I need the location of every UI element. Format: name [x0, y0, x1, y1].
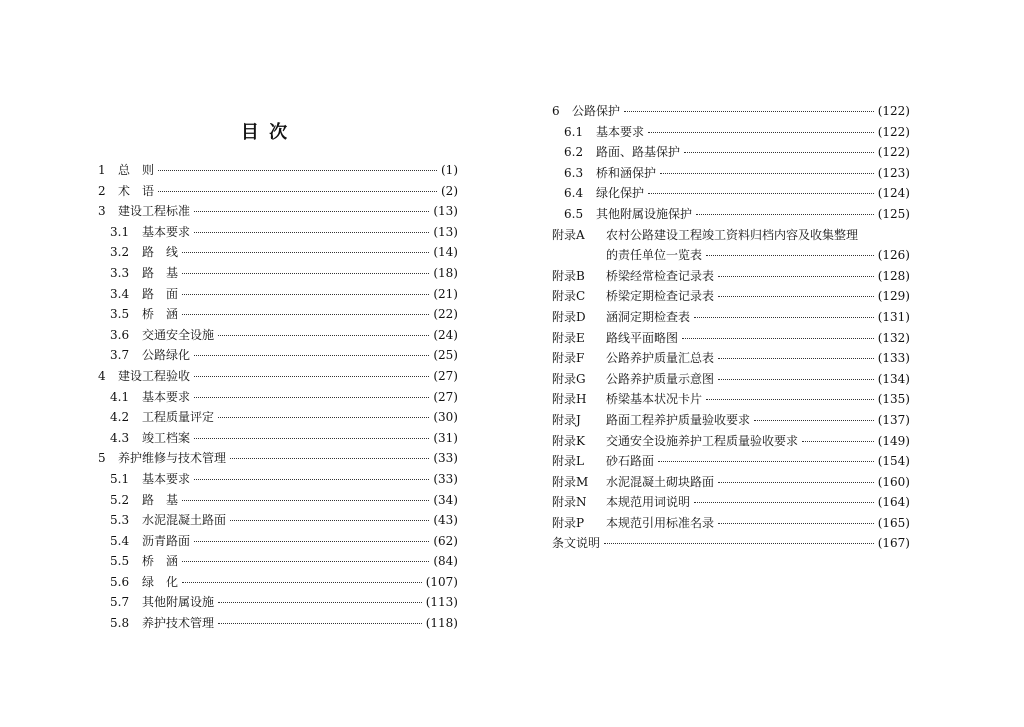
toc-entry-page: (27)	[433, 389, 458, 404]
toc-entry-number: 附录B	[552, 268, 585, 283]
toc-entry[interactable]	[98, 263, 458, 284]
toc-entry-page: (134)	[877, 371, 910, 386]
toc-entry-title: 路面工程养护质量验收要求	[606, 412, 751, 427]
toc-entry-page: (2)	[441, 183, 458, 198]
toc-entry-number: 附录J	[552, 412, 581, 427]
toc-entry-number: 3.4	[110, 286, 130, 301]
toc-entry[interactable]	[98, 345, 458, 366]
toc-entry-title: 砂石路面	[606, 454, 655, 469]
toc-entry-number: 1	[98, 163, 106, 177]
dot-leader	[660, 173, 874, 174]
toc-entry-page: (31)	[433, 430, 458, 445]
toc-entry-title: 绿 化	[142, 574, 179, 589]
toc-entry-title: 的责任单位一览表	[606, 248, 703, 263]
toc-entry-number: 4.1	[110, 389, 130, 404]
toc-entry-number: 附录A	[552, 227, 585, 242]
toc-entry-title: 本规范引用标准名录	[606, 515, 715, 530]
toc-entry-title: 路 面	[142, 286, 179, 301]
toc-entry-title: 基本要求	[596, 124, 645, 139]
toc-right-column	[552, 101, 910, 554]
dot-leader	[182, 500, 429, 501]
toc-entry-title: 桥梁经常检查记录表	[606, 268, 715, 283]
toc-entry[interactable]	[552, 245, 910, 266]
toc-entry-number: 6.1	[564, 124, 584, 139]
toc-entry-number: 附录L	[552, 454, 584, 469]
dot-leader	[658, 461, 874, 462]
toc-entry-number: 5.3	[110, 513, 130, 528]
toc-entry-number: 附录M	[552, 474, 589, 489]
toc-left-column	[98, 160, 458, 634]
toc-entry[interactable]	[98, 613, 458, 634]
toc-entry-page: (30)	[433, 410, 458, 425]
toc-entry[interactable]	[98, 284, 458, 305]
toc-entry[interactable]	[98, 304, 458, 325]
toc-entry-number: 6.3	[564, 165, 584, 180]
toc-entry-page: (160)	[877, 474, 910, 489]
toc-entry[interactable]	[552, 204, 910, 225]
toc-entry-number: 4.2	[110, 410, 130, 425]
dot-leader	[718, 523, 874, 524]
toc-entry-number: 附录P	[552, 515, 585, 530]
toc-entry[interactable]	[552, 183, 910, 204]
dot-leader	[754, 420, 874, 421]
toc-entry[interactable]	[98, 387, 458, 408]
toc-entry[interactable]	[552, 472, 910, 493]
toc-entry-page: (133)	[877, 351, 910, 366]
dot-leader	[194, 211, 429, 212]
dot-leader	[218, 417, 429, 418]
toc-entry-title: 路线平面略图	[606, 330, 679, 345]
toc-entry-title: 路 基	[142, 492, 179, 507]
toc-entry-title: 其他附属设施	[142, 595, 215, 610]
toc-entry-page: (165)	[877, 515, 910, 530]
toc-entry-page: (21)	[433, 286, 458, 301]
toc-entry-number: 附录F	[552, 351, 585, 366]
toc-entry-number: 4	[98, 368, 106, 383]
toc-entry[interactable]	[98, 592, 458, 613]
toc-entry-page: (126)	[877, 248, 910, 263]
toc-entry-title: 公路养护质量汇总表	[606, 351, 715, 366]
toc-entry-page: (154)	[877, 454, 910, 469]
toc-entry-title: 沥青路面	[142, 533, 191, 548]
toc-entry[interactable]	[552, 533, 910, 554]
toc-entry-title: 桥和涵保护	[596, 165, 657, 180]
dot-leader	[182, 294, 429, 295]
toc-entry-number: 5.7	[110, 595, 130, 610]
toc-entry[interactable]	[552, 122, 910, 143]
dot-leader	[718, 482, 874, 483]
dot-leader	[218, 623, 422, 624]
toc-entry-page: (124)	[877, 186, 910, 201]
toc-entry[interactable]	[552, 328, 910, 349]
toc-entry-page: (164)	[877, 495, 910, 510]
toc-entry[interactable]	[98, 469, 458, 490]
toc-entry-title: 术 语	[118, 183, 155, 198]
toc-entry-page: (62)	[433, 533, 458, 548]
toc-entry[interactable]	[98, 366, 458, 387]
toc-entry[interactable]	[552, 142, 910, 163]
toc-entry-number: 3.7	[110, 348, 130, 363]
toc-entry-title: 总 则	[118, 163, 155, 177]
toc-entry-number: 5.4	[110, 533, 130, 548]
toc-entry-page: (132)	[877, 330, 910, 345]
toc-entry[interactable]	[98, 160, 458, 181]
dot-leader	[624, 111, 874, 112]
toc-entry-number: 6	[552, 104, 560, 118]
toc-entry-page: (43)	[433, 513, 458, 528]
toc-entry[interactable]	[98, 325, 458, 346]
toc-entry[interactable]	[552, 410, 910, 431]
toc-entry[interactable]	[98, 551, 458, 572]
dot-leader	[194, 376, 429, 377]
toc-entry-page: (84)	[433, 554, 458, 569]
dot-leader	[182, 314, 429, 315]
toc-entry-page: (18)	[433, 265, 458, 280]
toc-entry[interactable]	[98, 510, 458, 531]
dot-leader	[718, 379, 874, 380]
toc-entry-title: 工程质量评定	[142, 410, 215, 425]
dot-leader	[802, 441, 874, 442]
toc-entry-page: (1)	[441, 163, 458, 177]
toc-entry[interactable]	[98, 572, 458, 593]
toc-entry-page: (107)	[425, 574, 458, 589]
toc-entry-page: (13)	[433, 204, 458, 219]
toc-entry-number: 5.8	[110, 616, 130, 631]
toc-entry-title: 公路保护	[572, 104, 621, 118]
toc-entry-page: (14)	[433, 245, 458, 260]
toc-entry-number: 3.3	[110, 265, 130, 280]
dot-leader	[158, 191, 437, 192]
toc-entry-title: 基本要求	[142, 224, 191, 239]
toc-entry[interactable]	[552, 492, 910, 513]
page-title: 目 次	[240, 122, 290, 143]
dot-leader	[682, 338, 874, 339]
dot-leader	[684, 152, 874, 153]
toc-entry-title: 路 基	[142, 265, 179, 280]
toc-entry-title: 条文说明	[552, 536, 601, 551]
toc-entry-title: 公路绿化	[142, 348, 191, 363]
toc-entry-title: 水泥混凝土路面	[142, 513, 227, 528]
dot-leader	[182, 273, 429, 274]
toc-entry-title: 建设工程标准	[118, 204, 191, 219]
dot-leader	[696, 214, 874, 215]
toc-entry[interactable]	[552, 307, 910, 328]
toc-entry-number: 6.4	[564, 186, 584, 201]
dot-leader	[694, 502, 874, 503]
toc-entry-page: (129)	[877, 289, 910, 304]
toc-entry-number: 3.1	[110, 224, 130, 239]
dot-leader	[230, 520, 429, 521]
toc-entry[interactable]	[98, 490, 458, 511]
dot-leader	[706, 399, 874, 400]
dot-leader	[718, 276, 874, 277]
toc-entry-number: 5.2	[110, 492, 130, 507]
toc-entry-number: 附录N	[552, 495, 587, 510]
toc-entry-title: 桥 涵	[142, 307, 179, 322]
toc-entry-number: 3.5	[110, 307, 130, 322]
toc-entry-number: 附录C	[552, 289, 586, 304]
toc-entry-page: (34)	[433, 492, 458, 507]
toc-entry[interactable]	[98, 242, 458, 263]
toc-entry-number: 3.2	[110, 245, 130, 260]
toc-entry-page: (123)	[877, 165, 910, 180]
toc-entry-number: 附录K	[552, 433, 585, 448]
dot-leader	[706, 255, 874, 256]
toc-entry-page: (131)	[877, 309, 910, 324]
dot-leader	[230, 458, 429, 459]
toc-entry-number: 5.5	[110, 554, 130, 569]
toc-entry-title: 路 线	[142, 245, 179, 260]
toc-entry-page: (25)	[433, 348, 458, 363]
dot-leader	[648, 193, 874, 194]
dot-leader	[194, 541, 429, 542]
toc-entry-number: 附录G	[552, 371, 586, 386]
toc-entry-page: (122)	[877, 145, 910, 160]
dot-leader	[194, 355, 429, 356]
toc-entry-page: (137)	[877, 412, 910, 427]
toc-entry-title: 路面、路基保护	[596, 145, 681, 160]
toc-entry-page: (125)	[877, 206, 910, 221]
toc-entry-page: (135)	[877, 392, 910, 407]
dot-leader	[694, 317, 874, 318]
dot-leader	[182, 252, 429, 253]
toc-entry[interactable]	[552, 101, 910, 122]
dot-leader	[648, 132, 874, 133]
toc-entry-page: (122)	[877, 124, 910, 139]
toc-entry[interactable]	[98, 201, 458, 222]
toc-entry-page: (128)	[877, 268, 910, 283]
toc-entry-page: (113)	[425, 595, 458, 610]
toc-entry-title: 公路养护质量示意图	[606, 371, 715, 386]
toc-entry[interactable]	[552, 163, 910, 184]
dot-leader	[194, 479, 429, 480]
toc-entry[interactable]	[552, 348, 910, 369]
toc-entry-title: 养护技术管理	[142, 616, 215, 631]
toc-entry-number: 附录D	[552, 309, 586, 324]
toc-entry-title: 本规范用词说明	[606, 495, 691, 510]
toc-entry-title: 基本要求	[142, 389, 191, 404]
toc-entry-number: 2	[98, 183, 106, 198]
toc-entry-title: 基本要求	[142, 471, 191, 486]
toc-entry-number: 4.3	[110, 430, 130, 445]
toc-entry-number: 5.1	[110, 471, 130, 486]
toc-entry-title: 桥梁基本状况卡片	[606, 392, 703, 407]
toc-entry-page: (118)	[425, 616, 458, 631]
toc-entry-page: (149)	[877, 433, 910, 448]
toc-entry-title: 桥 涵	[142, 554, 179, 569]
toc-entry-title: 涵洞定期检查表	[606, 309, 691, 324]
toc-entry-page: (33)	[433, 451, 458, 466]
toc-entry-page: (167)	[877, 536, 910, 551]
toc-entry-number: 6.2	[564, 145, 584, 160]
toc-entry[interactable]	[98, 428, 458, 449]
toc-entry[interactable]	[98, 407, 458, 428]
toc-entry[interactable]	[98, 448, 458, 469]
toc-entry-title: 绿化保护	[596, 186, 645, 201]
toc-entry-number: 附录H	[552, 392, 587, 407]
toc-entry[interactable]	[98, 531, 458, 552]
toc-entry-page: (24)	[433, 327, 458, 342]
toc-entry[interactable]	[552, 369, 910, 390]
toc-entry-title: 水泥混凝土砌块路面	[606, 474, 715, 489]
toc-entry-number: 5	[98, 451, 106, 466]
toc-entry-number: 5.6	[110, 574, 130, 589]
dot-leader	[718, 296, 874, 297]
toc-entry-number: 附录E	[552, 330, 585, 345]
toc-entry-page: (33)	[433, 471, 458, 486]
toc-entry[interactable]	[552, 513, 910, 534]
toc-entry-title: 其他附属设施保护	[596, 206, 693, 221]
toc-entry-page: (122)	[877, 104, 910, 118]
toc-entry[interactable]	[552, 431, 910, 452]
dot-leader	[182, 582, 422, 583]
toc-entry-page: (27)	[433, 368, 458, 383]
dot-leader	[194, 232, 429, 233]
toc-entry-page: (13)	[433, 224, 458, 239]
toc-entry-number: 6.5	[564, 206, 584, 221]
toc-entry-number: 3.6	[110, 327, 130, 342]
dot-leader	[158, 170, 437, 171]
toc-entry-title: 交通安全设施	[142, 327, 215, 342]
toc-entry-page: (22)	[433, 307, 458, 322]
toc-entry-title: 农村公路建设工程竣工资料归档内容及收集整理	[606, 227, 859, 242]
toc-entry[interactable]	[98, 181, 458, 202]
dot-leader	[194, 397, 429, 398]
dot-leader	[182, 561, 429, 562]
dot-leader	[218, 335, 429, 336]
toc-entry-number: 3	[98, 204, 106, 219]
toc-entry[interactable]	[552, 225, 910, 246]
toc-entry-title: 桥梁定期检查记录表	[606, 289, 715, 304]
toc-entry[interactable]	[552, 286, 910, 307]
toc-entry[interactable]	[552, 266, 910, 287]
dot-leader	[194, 438, 429, 439]
toc-entry[interactable]	[552, 451, 910, 472]
toc-entry-title: 交通安全设施养护工程质量验收要求	[606, 433, 799, 448]
dot-leader	[604, 543, 874, 544]
toc-entry-title: 养护维修与技术管理	[118, 451, 227, 466]
toc-entry-title: 竣工档案	[142, 430, 191, 445]
toc-entry[interactable]	[98, 222, 458, 243]
toc-entry-title: 建设工程验收	[118, 368, 191, 383]
dot-leader	[218, 602, 422, 603]
toc-entry[interactable]	[552, 389, 910, 410]
dot-leader	[718, 358, 874, 359]
